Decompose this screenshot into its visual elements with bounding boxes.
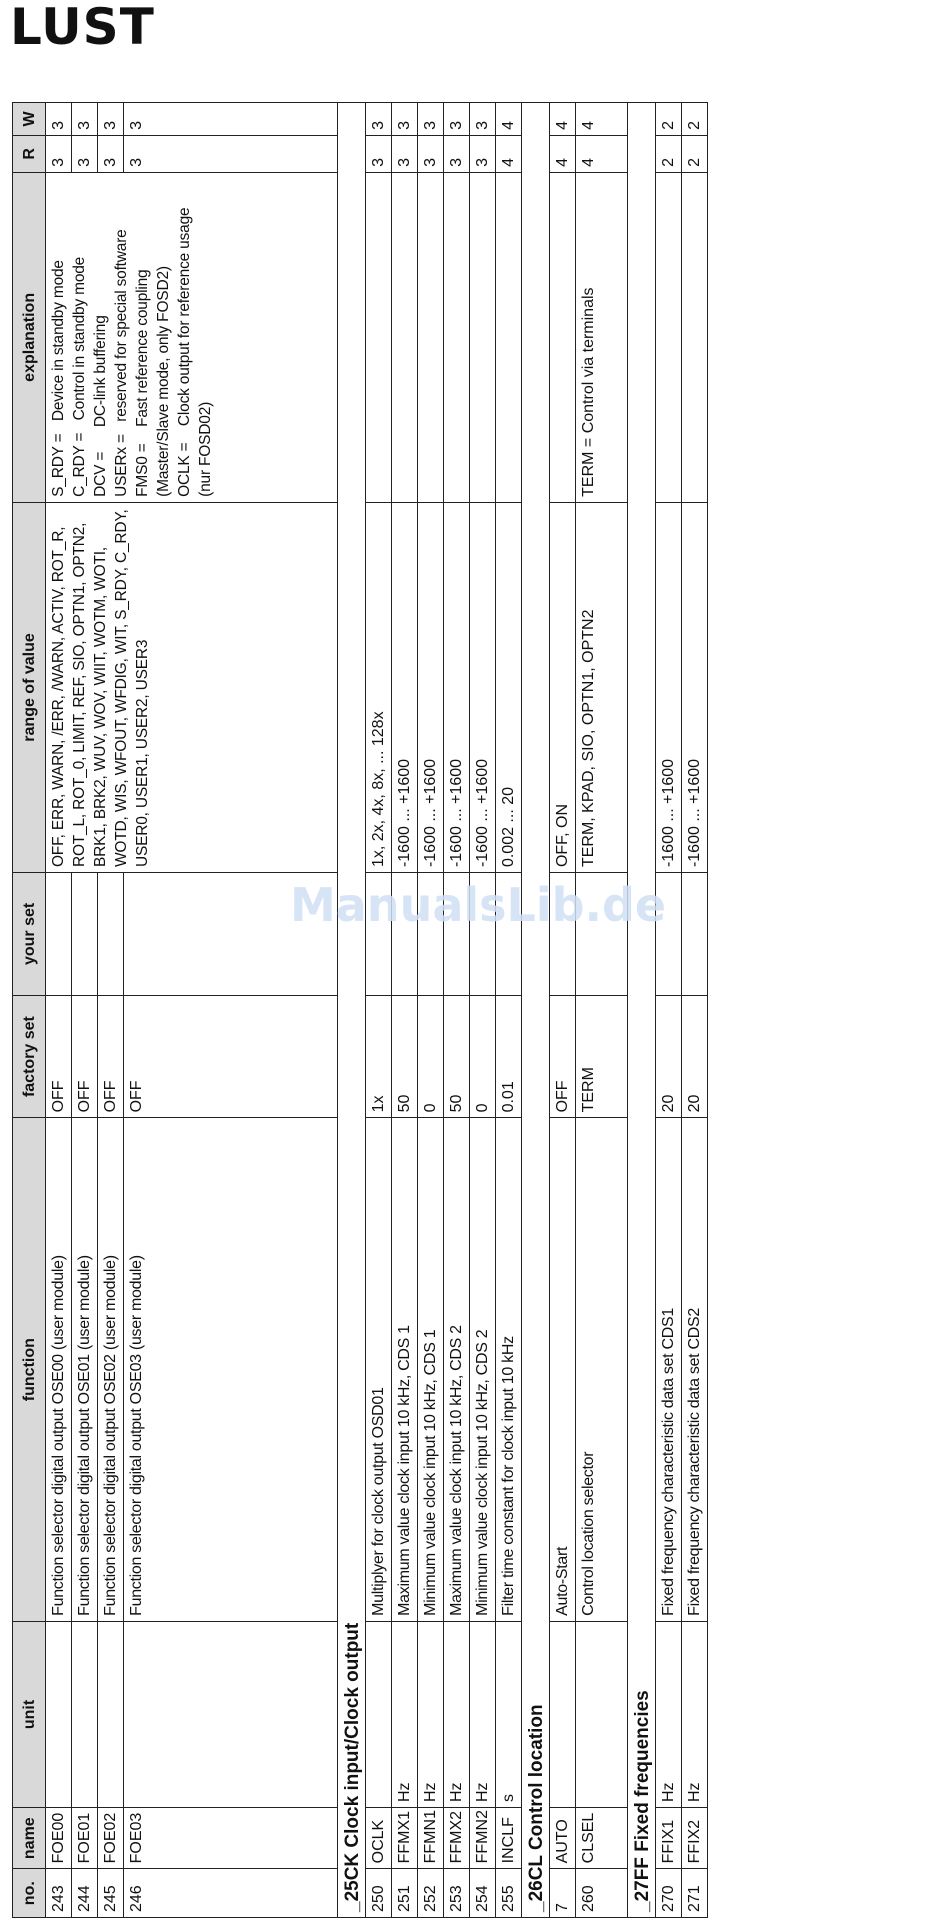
section-heading-row — [338, 103, 366, 1918]
cell-r: 3 — [124, 135, 338, 172]
cell-no: 260 — [576, 1869, 628, 1918]
cell-unit: Hz — [444, 1621, 470, 1807]
cell-factory-set: OFF — [46, 995, 72, 1118]
cell-factory-set: 20 — [656, 995, 682, 1118]
cell-no: 253 — [444, 1869, 470, 1918]
cell-w: 3 — [444, 103, 470, 136]
cell-no: 244 — [72, 1869, 98, 1918]
col-r-header: R — [13, 135, 46, 172]
cell-function: Fixed frequency characteristic data set CDS1 — [656, 1118, 682, 1621]
cell-factory-set: 0 — [418, 995, 444, 1118]
table-row — [576, 103, 628, 1918]
cell-range: -1600 ... +1600 — [656, 502, 682, 872]
cell-unit: Hz — [418, 1621, 444, 1807]
cell-factory-set: 0 — [470, 995, 496, 1118]
cell-factory-set: 20 — [682, 995, 708, 1118]
cell-range: -1600 ... +1600 — [470, 502, 496, 872]
cell-unit — [366, 1621, 392, 1807]
cell-r: 4 — [550, 135, 576, 172]
cell-r: 4 — [576, 135, 628, 172]
cell-name: FFMN2 — [470, 1808, 496, 1869]
cell-range: TERM, KPAD, SIO, OPTN1, OPTN2 — [576, 502, 628, 872]
cell-factory-set: OFF — [124, 995, 338, 1118]
table-row — [682, 103, 708, 1918]
cell-range: 0.002 ... 20 — [496, 502, 522, 872]
cell-w: 3 — [46, 103, 72, 136]
cell-function: Minimum value clock input 10 kHz, CDS 2 — [470, 1118, 496, 1621]
table-row — [46, 103, 72, 1918]
cell-explanation — [656, 172, 682, 502]
cell-no: 270 — [656, 1869, 682, 1918]
cell-name: FOE00 — [46, 1808, 72, 1869]
cell-name: FFMN1 — [418, 1808, 444, 1869]
cell-unit — [98, 1621, 124, 1807]
cell-no: 254 — [470, 1869, 496, 1918]
col-w-header: W — [13, 103, 46, 136]
cell-function: Maximum value clock input 10 kHz, CDS 2 — [444, 1118, 470, 1621]
cell-function: Auto-Start — [550, 1118, 576, 1621]
cell-r: 2 — [656, 135, 682, 172]
col-no-header: no. — [13, 1869, 46, 1918]
cell-name: FFMX2 — [444, 1808, 470, 1869]
cell-no: 255 — [496, 1869, 522, 1918]
cell-factory-set: OFF — [550, 995, 576, 1118]
cell-function: Function selector digital output OSE00 (user module) — [46, 1118, 72, 1621]
cell-r: 4 — [496, 135, 522, 172]
cell-explanation: S_RDY = Device in standby mode C_RDY = Control in standby mode DCV = DC-link buffering USERx = reserved for special software FMS0 = Fast reference coupling (Master/Slave mode, only FOSD2) OCLK = Clock output for reference usage (nur FOSD02) — [46, 172, 338, 502]
cell-w: 3 — [392, 103, 418, 136]
col-explanation-header: explanation — [13, 172, 46, 502]
cell-factory-set: 50 — [392, 995, 418, 1118]
cell-r: 2 — [682, 135, 708, 172]
manualslib-watermark: ManualsLib.de — [290, 878, 667, 932]
cell-function: Function selector digital output OSE03 (user module) — [124, 1118, 338, 1621]
col-function-header: function — [13, 1118, 46, 1621]
cell-name: CLSEL — [576, 1808, 628, 1869]
cell-your-set[interactable] — [366, 873, 392, 996]
cell-w: 3 — [366, 103, 392, 136]
table-row — [366, 103, 392, 1918]
cell-your-set[interactable] — [656, 873, 682, 996]
table-row — [392, 103, 418, 1918]
col-name-header: name — [13, 1808, 46, 1869]
cell-no: 246 — [124, 1869, 338, 1918]
cell-factory-set: 1x — [366, 995, 392, 1118]
table-header-row — [13, 103, 46, 1918]
cell-explanation — [470, 172, 496, 502]
table-row — [470, 103, 496, 1918]
cell-factory-set: OFF — [98, 995, 124, 1118]
cell-w: 3 — [72, 103, 98, 136]
cell-no: 252 — [418, 1869, 444, 1918]
cell-factory-set: 50 — [444, 995, 470, 1118]
table-row — [656, 103, 682, 1918]
cell-explanation — [444, 172, 470, 502]
cell-explanation — [418, 172, 444, 502]
lust-logo: LUST — [10, 0, 155, 56]
cell-your-set[interactable] — [682, 873, 708, 996]
cell-name: FFIX1 — [656, 1808, 682, 1869]
cell-name: FFMX1 — [392, 1808, 418, 1869]
cell-function: Maximum value clock input 10 kHz, CDS 1 — [392, 1118, 418, 1621]
cell-w: 2 — [656, 103, 682, 136]
cell-w: 3 — [470, 103, 496, 136]
cell-explanation: TERM = Control via terminals — [576, 172, 628, 502]
cell-your-set[interactable] — [418, 873, 444, 996]
section-heading-row — [628, 103, 656, 1918]
section-title: _27FF Fixed frequencies — [628, 103, 656, 1918]
cell-unit — [72, 1621, 98, 1807]
cell-w: 4 — [550, 103, 576, 136]
cell-r: 3 — [72, 135, 98, 172]
cell-your-set[interactable] — [444, 873, 470, 996]
cell-w: 2 — [682, 103, 708, 136]
cell-r: 3 — [418, 135, 444, 172]
section-heading-row — [522, 103, 550, 1918]
cell-name: INCLF — [496, 1808, 522, 1869]
cell-name: FFIX2 — [682, 1808, 708, 1869]
cell-w: 3 — [418, 103, 444, 136]
cell-factory-set: OFF — [72, 995, 98, 1118]
cell-no: 243 — [46, 1869, 72, 1918]
table-row — [418, 103, 444, 1918]
col-unit-header: unit — [13, 1621, 46, 1807]
cell-unit — [124, 1621, 338, 1807]
cell-r: 3 — [366, 135, 392, 172]
cell-name: AUTO — [550, 1808, 576, 1869]
cell-function: Multiplyer for clock output OSD01 — [366, 1118, 392, 1621]
cell-function: Function selector digital output OSE01 (user module) — [72, 1118, 98, 1621]
table-row — [444, 103, 470, 1918]
cell-unit: Hz — [682, 1621, 708, 1807]
cell-no: 7 — [550, 1869, 576, 1918]
cell-unit: Hz — [392, 1621, 418, 1807]
cell-your-set[interactable] — [550, 873, 576, 996]
cell-no: 271 — [682, 1869, 708, 1918]
cell-unit — [46, 1621, 72, 1807]
cell-range: 1x, 2x, 4x, 8x, ... 128x — [366, 502, 392, 872]
col-factory-set-header: factory set — [13, 995, 46, 1118]
cell-r: 3 — [392, 135, 418, 172]
cell-unit: Hz — [470, 1621, 496, 1807]
cell-your-set[interactable] — [124, 873, 338, 996]
cell-your-set[interactable] — [470, 873, 496, 996]
cell-your-set[interactable] — [496, 873, 522, 996]
table-row — [550, 103, 576, 1918]
cell-r: 3 — [470, 135, 496, 172]
table-row — [496, 103, 522, 1918]
cell-your-set[interactable] — [46, 873, 72, 996]
cell-factory-set: TERM — [576, 995, 628, 1118]
section-title: _25CK Clock input/Clock output — [338, 103, 366, 1918]
cell-function: Filter time constant for clock input 10 kHz — [496, 1118, 522, 1621]
cell-no: 251 — [392, 1869, 418, 1918]
section-title: _26CL Control location — [522, 103, 550, 1918]
cell-explanation — [392, 172, 418, 502]
parameter-table-rotated — [12, 102, 724, 1918]
cell-your-set[interactable] — [72, 873, 98, 996]
cell-w: 3 — [98, 103, 124, 136]
cell-r: 3 — [98, 135, 124, 172]
cell-range: -1600 ... +1600 — [418, 502, 444, 872]
cell-explanation — [550, 172, 576, 502]
parameter-table — [12, 102, 708, 1918]
cell-unit: Hz — [656, 1621, 682, 1807]
cell-name: OCLK — [366, 1808, 392, 1869]
cell-explanation — [682, 172, 708, 502]
col-range-header: range of value — [13, 502, 46, 872]
cell-range: -1600 ... +1600 — [682, 502, 708, 872]
cell-your-set[interactable] — [392, 873, 418, 996]
cell-unit — [550, 1621, 576, 1807]
cell-explanation — [496, 172, 522, 502]
cell-unit: s — [496, 1621, 522, 1807]
cell-range: OFF, ERR, WARN, /ERR, /WARN, ACTIV, ROT_R, ROT_L, ROT_0, LIMIT, REF, SIO, OPTN1, OPTN2, BRK1, BRK2, WUV, WOV, WIIT, WOTM, WOTI, WOTD, WIS, WFOUT, WFDIG, WIT, S_RDY, C_RDY, USER0, USER1, USER2, USER3 — [46, 502, 338, 872]
cell-r: 3 — [444, 135, 470, 172]
cell-range: OFF, ON — [550, 502, 576, 872]
cell-factory-set: 0.01 — [496, 995, 522, 1118]
cell-function: Function selector digital output OSE02 (user module) — [98, 1118, 124, 1621]
cell-unit — [576, 1621, 628, 1807]
cell-range: -1600 ... +1600 — [392, 502, 418, 872]
cell-function: Fixed frequency characteristic data set CDS2 — [682, 1118, 708, 1621]
cell-r: 3 — [46, 135, 72, 172]
col-your-set-header: your set — [13, 873, 46, 996]
cell-w: 4 — [496, 103, 522, 136]
cell-w: 3 — [124, 103, 338, 136]
cell-w: 4 — [576, 103, 628, 136]
cell-no: 250 — [366, 1869, 392, 1918]
cell-function: Minimum value clock input 10 kHz, CDS 1 — [418, 1118, 444, 1621]
cell-no: 245 — [98, 1869, 124, 1918]
cell-name: FOE01 — [72, 1808, 98, 1869]
cell-your-set[interactable] — [576, 873, 628, 996]
cell-name: FOE03 — [124, 1808, 338, 1869]
cell-function: Control location selector — [576, 1118, 628, 1621]
cell-range: -1600 ... +1600 — [444, 502, 470, 872]
cell-explanation — [366, 172, 392, 502]
cell-your-set[interactable] — [98, 873, 124, 996]
cell-name: FOE02 — [98, 1808, 124, 1869]
